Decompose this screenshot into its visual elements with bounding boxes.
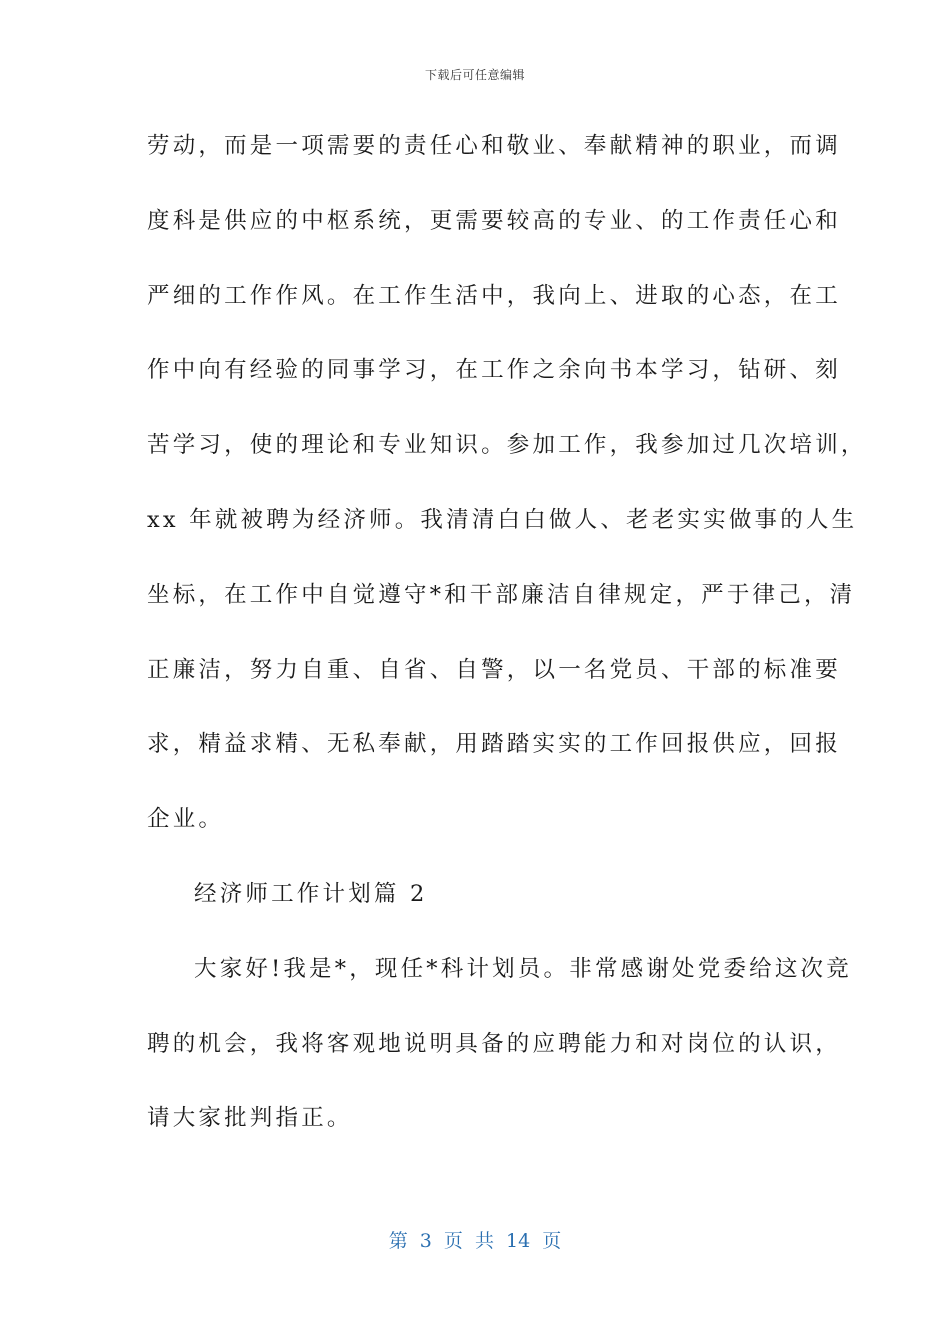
- paragraph-line: 度科是供应的中枢系统，更需要较高的专业、的工作责任心和: [147, 207, 841, 234]
- paragraph-line: 坐标，在工作中自觉遵守*和干部廉洁自律规定，严于律己，清: [147, 581, 856, 608]
- section-heading: 经济师工作计划篇 2: [194, 880, 428, 907]
- paragraph-line: 大家好!我是*，现任*科计划员。非常感谢处党委给这次竞: [194, 955, 852, 982]
- document-body: [147, 124, 867, 1171]
- paragraph-line: 请大家批判指正。: [147, 1105, 353, 1132]
- page-header: 下载后可任意编辑: [424, 68, 525, 82]
- paragraph-line: 严细的工作作风。在工作生活中，我向上、进取的心态，在工: [147, 282, 841, 309]
- page-number-footer: 第 3 页 共 14 页: [388, 1230, 562, 1252]
- paragraph-line: 劳动，而是一项需要的责任心和敬业、奉献精神的职业，而调: [147, 133, 841, 159]
- paragraph-line: 作中向有经验的同事学习，在工作之余向书本学习，钻研、刻: [147, 357, 841, 384]
- paragraph-line: 苦学习，使的理论和专业知识。参加工作，我参加过几次培训，: [147, 432, 867, 459]
- paragraph-line: 正廉洁，努力自重、自省、自警，以一名党员、干部的标准要: [147, 656, 841, 683]
- paragraph-line: 企业。: [147, 806, 225, 833]
- paragraph-line: 聘的机会，我将客观地说明具备的应聘能力和对岗位的认识，: [147, 1030, 841, 1057]
- paragraph-line: xx 年就被聘为经济师。我清清白白做人、老老实实做事的人生: [147, 506, 858, 533]
- paragraph-line: 求，精益求精、无私奉献，用踏踏实实的工作回报供应，回报: [147, 731, 841, 758]
